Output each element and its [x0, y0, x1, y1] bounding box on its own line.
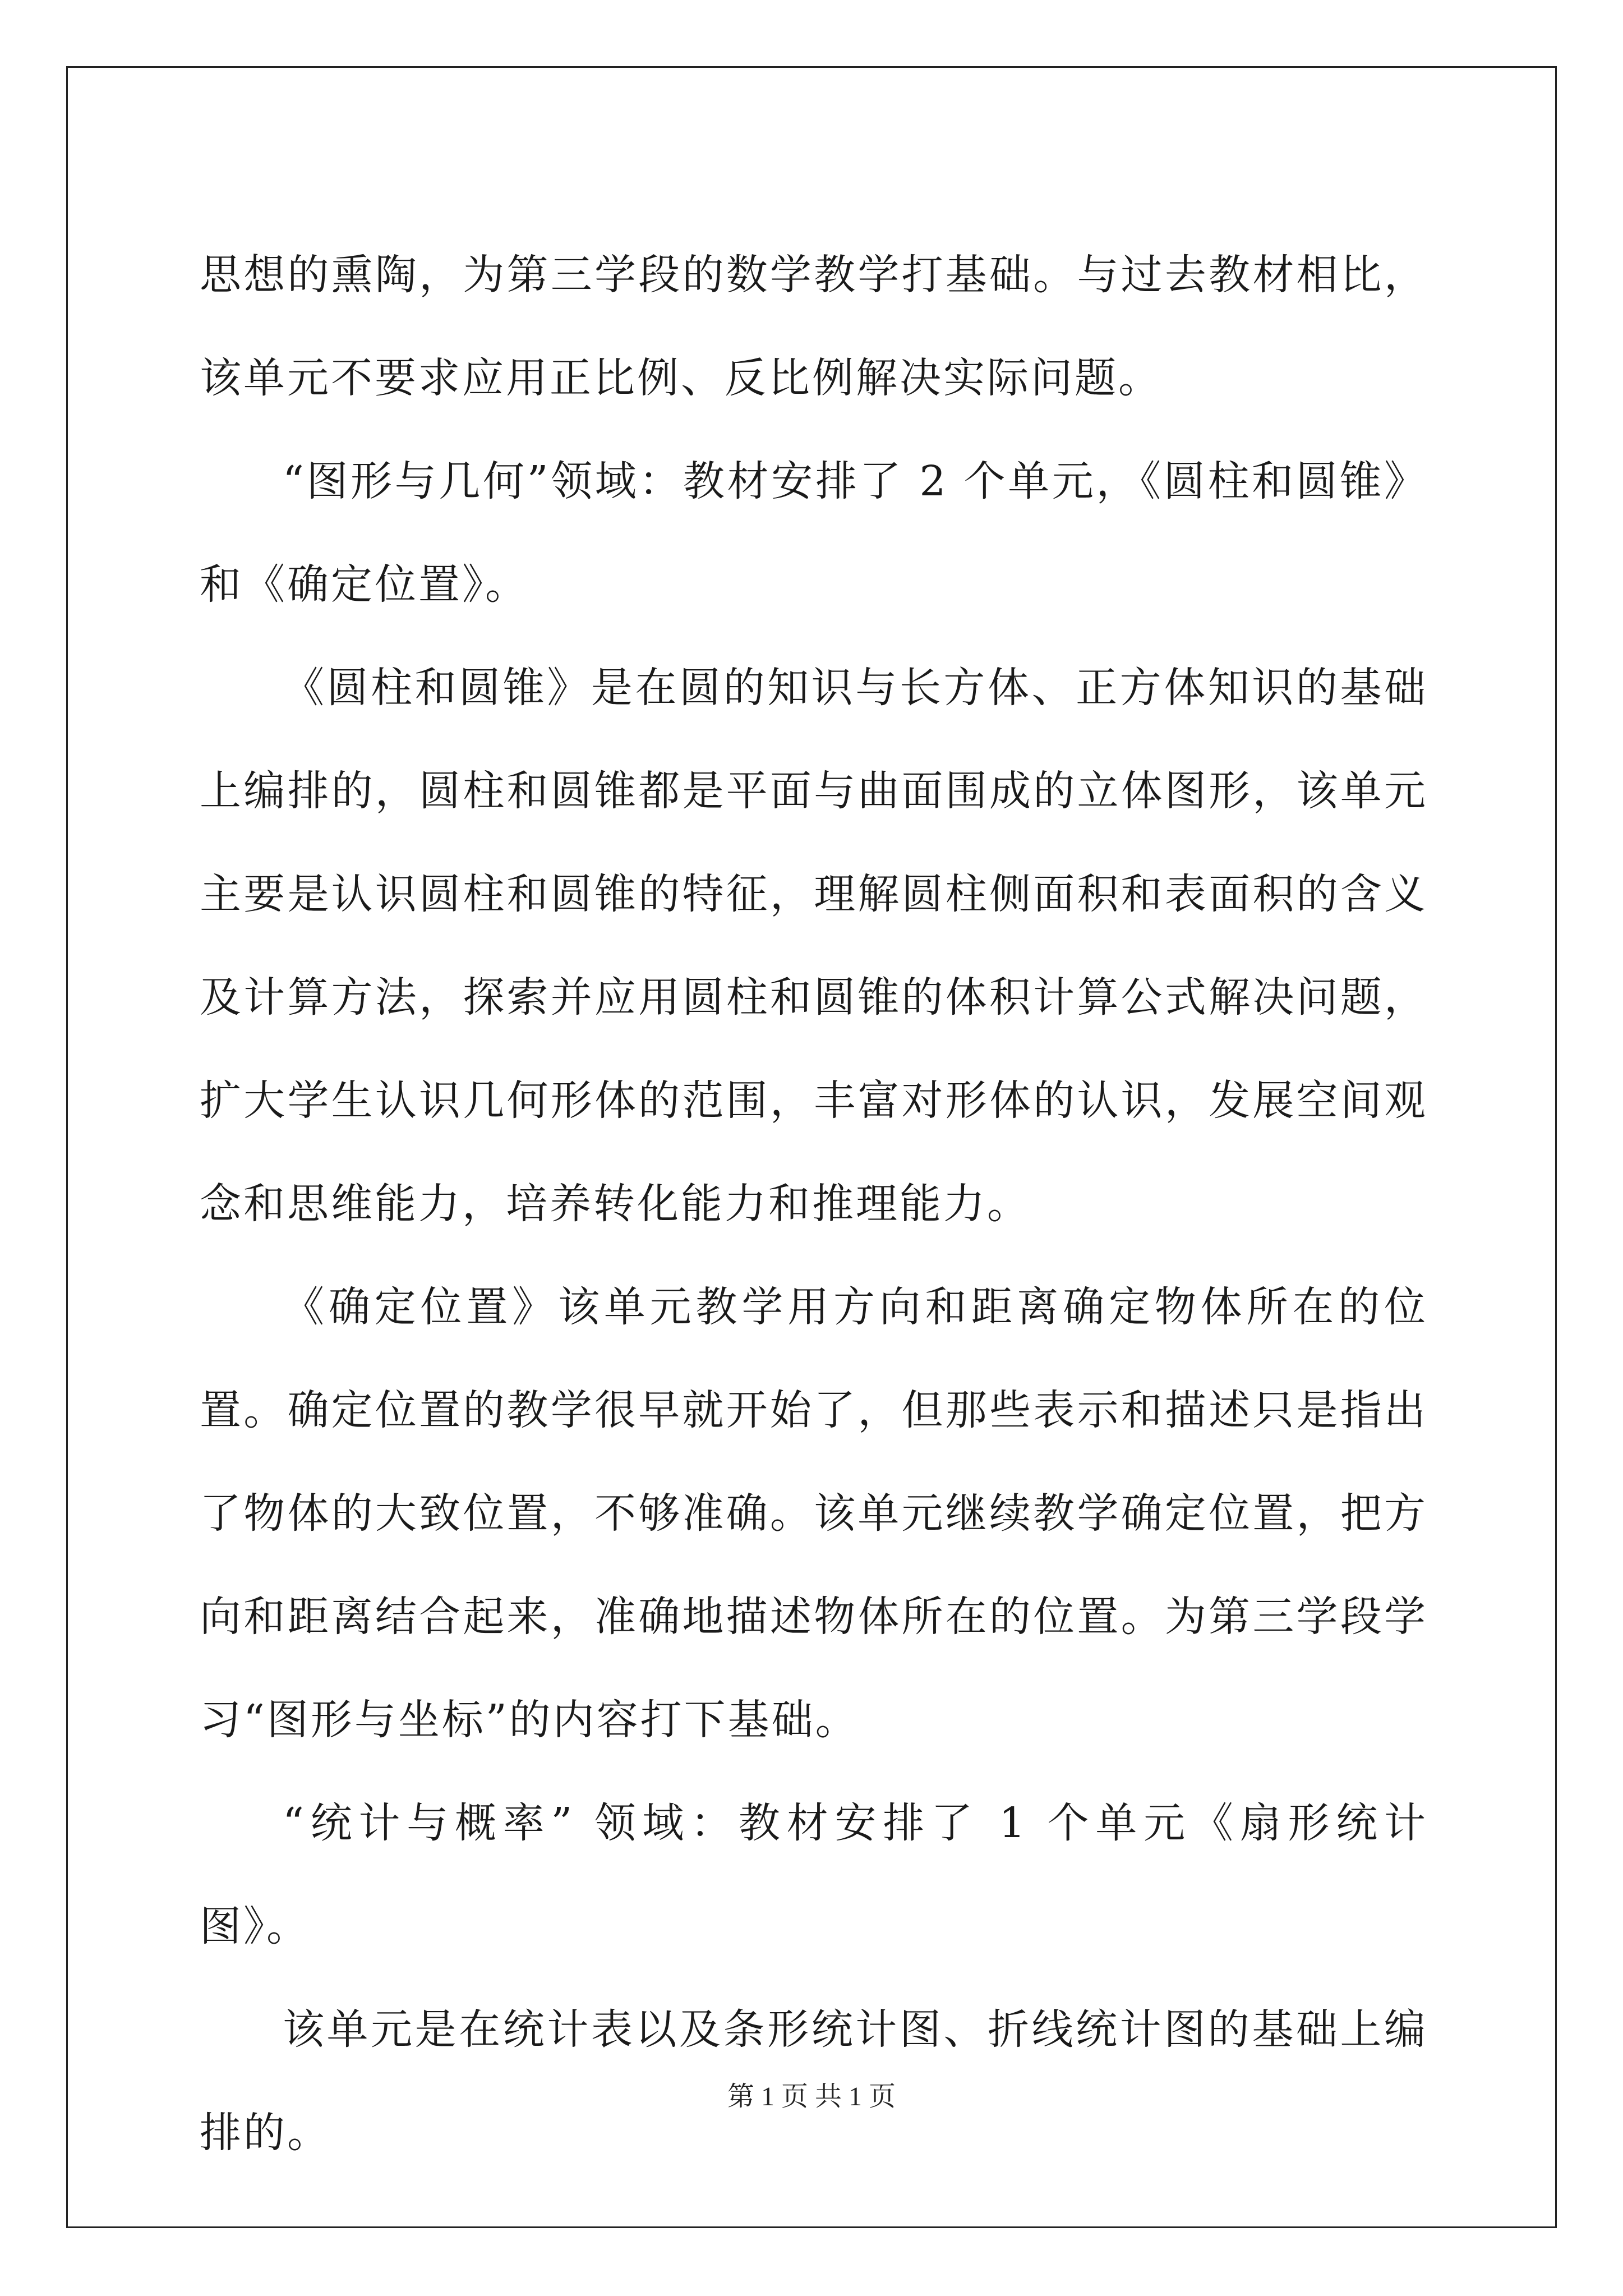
paragraph-geometry-domain: “图形与几何”领域：教材安排了 2 个单元，《圆柱和圆锥》和《确定位置》。 — [200, 457, 1428, 609]
paragraph-determine-position: 《确定位置》该单元教学用方向和距离确定物体所在的位置。确定位置的教学很早就开始了，但那些表示和描述只是指出了物体的大致位置，不够准确。该单元继续教学确定位置，把方向和距离结合起来，准确地描述物体所在的位置。为第三学段学习“图形与坐标”的内容打下基础。 — [200, 1283, 1428, 1744]
paragraph-continuation: 思想的熏陶，为第三学段的数学教学打基础。与过去教材相比，该单元不要求应用正比例、反比例解决实际问题。 — [200, 251, 1428, 402]
paragraph-pie-chart-unit: 该单元是在统计表以及条形统计图、折线统计图的基础上编排的。 — [200, 2005, 1428, 2157]
document-body — [200, 223, 1428, 2184]
page-number-footer: 第 1 页 共 1 页 — [727, 2082, 896, 2111]
paragraph-cylinder-cone: 《圆柱和圆锥》是在圆的知识与长方体、正方体知识的基础上编排的，圆柱和圆锥都是平面与曲面围成的立体图形，该单元主要是认识圆柱和圆锥的特征，理解圆柱侧面积和表面积的含义及计算方法，探索并应用圆柱和圆锥的体积计算公式解决问题，扩大学生认识几何形体的范围，丰富对形体的认识，发展空间观念和思维能力，培养转化能力和推理能力。 — [200, 664, 1428, 1228]
paragraph-statistics-domain: “统计与概率” 领域：教材安排了 1 个单元《扇形统计图》。 — [200, 1799, 1428, 1950]
